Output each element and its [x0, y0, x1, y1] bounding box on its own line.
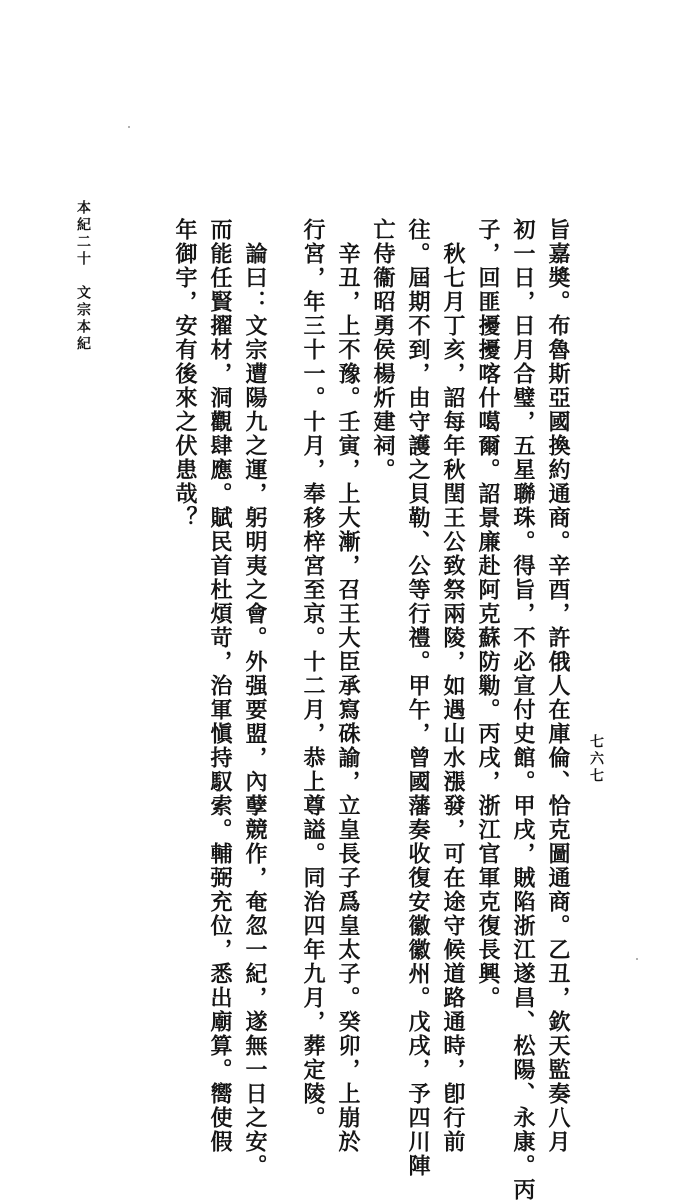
text-column-5: 往。屆期不到，由守護之貝勒、公等行禮。甲午，曾國藩奏收復安徽徽州。戊戌，予四川陣	[405, 218, 431, 1178]
text-column-3: 子，回匪擾擾喀什噶爾。詔景廉赴阿克蘇防勦。丙戌，浙江官軍克復長興。	[475, 218, 501, 1010]
text-column-commentary-2: 而能任賢擢材，洞觀肆應。賦民首杜煩苛，治軍愼持馭索。輔弼充位，悉出廟算。嚮使假	[207, 218, 233, 1154]
page-number: 七六七	[588, 734, 604, 785]
text-column-2: 初一日，日月合璧，五星聯珠。得旨，不必宣付史館。甲戌，賊陷浙江遂昌、松陽、永康。丙	[510, 218, 536, 1202]
text-column-7: 辛丑，上不豫。壬寅，上大漸，召王大臣承寫硃諭，立皇長子爲皇太子。癸卯，上崩於	[335, 242, 361, 1154]
text-column-1: 旨嘉奬。布魯斯亞國換約通商。辛酉，許俄人在庫倫、恰克圖通商。乙丑，欽天監奏八月	[545, 218, 571, 1154]
scan-speck	[128, 126, 130, 128]
running-header: 本紀二十 文宗本紀	[75, 200, 91, 353]
text-column-commentary-1: 論曰：文宗遭陽九之運，躬明夷之會。外强要盟，內孽競作，奄忽一紀，遂無一日之安。	[242, 242, 268, 1178]
text-column-4: 秋七月丁亥，詔每年秋閏王公致祭兩陵，如遇山水漲發，可在途守候道路通時，卽行前	[440, 242, 466, 1154]
text-column-commentary-3: 年御宇，安有後來之伏患哉？	[172, 218, 198, 530]
scan-speck	[636, 958, 638, 960]
text-column-6: 亡侍衞昭勇侯楊炘建祠。	[370, 218, 396, 482]
text-column-8: 行宮，年三十一。十月，奉移梓宮至京。十二月，恭上尊謚。同治四年九月，葬定陵。	[300, 218, 326, 1130]
